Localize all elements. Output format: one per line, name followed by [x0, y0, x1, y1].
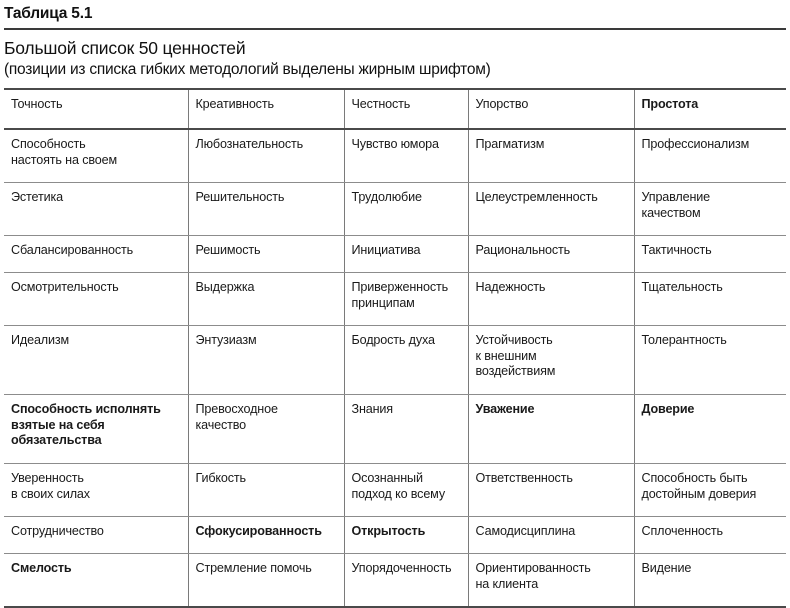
table-subtitle: (позиции из списка гибких методологий выделены жирным шрифтом) [4, 61, 491, 78]
cell-line: Способность [11, 137, 86, 151]
table-cell [4, 517, 188, 554]
table-cell [344, 395, 468, 464]
cell-line: Тактичность [641, 243, 712, 257]
cell-line: Сбалансированность [11, 243, 134, 257]
table-cell [344, 183, 468, 236]
cell-line: Открытость [351, 524, 426, 538]
cell-line: Простота [641, 97, 699, 111]
cell-line: Трудолюбие [351, 190, 422, 204]
values-table [4, 88, 786, 608]
table-cell [634, 273, 786, 326]
cell-line: качеством [641, 205, 701, 220]
table-cell [634, 517, 786, 554]
cell-line: Сплоченность [641, 524, 723, 538]
table-row [4, 183, 786, 236]
table-cell [4, 129, 188, 183]
table-cell [344, 517, 468, 554]
cell-line: Способность быть [641, 471, 748, 485]
table-header-cell [468, 89, 634, 129]
table-cell [4, 554, 188, 608]
table-cell [4, 464, 188, 517]
table-title-block [0, 30, 790, 80]
cell-line: настоять на своем [11, 152, 117, 167]
table-cell [468, 273, 634, 326]
table-cell [634, 183, 786, 236]
table-cell [634, 326, 786, 395]
cell-line: Идеализм [11, 333, 70, 347]
cell-line: Решительность [195, 190, 285, 204]
table-row [4, 517, 786, 554]
table-cell [4, 236, 188, 273]
cell-line: подход ко всему [351, 486, 445, 501]
cell-line: Смелость [11, 561, 72, 575]
table-cell [188, 273, 344, 326]
cell-line: Видение [641, 561, 692, 575]
table-cell [188, 554, 344, 608]
table-cell [634, 129, 786, 183]
table-row [4, 236, 786, 273]
cell-line: Приверженность [351, 280, 449, 294]
table-row [4, 464, 786, 517]
table-cell [344, 129, 468, 183]
table-cell [188, 464, 344, 517]
cell-line: Сфокусированность [195, 524, 322, 538]
table-header-row [4, 89, 786, 129]
cell-line: Целеустремленность [475, 190, 598, 204]
table-row [4, 273, 786, 326]
cell-line: к внешним [475, 348, 537, 363]
cell-line: Упорство [475, 97, 529, 111]
table-row [4, 554, 786, 608]
cell-line: Осознанный [351, 471, 423, 485]
cell-line: Знания [351, 402, 393, 416]
cell-line: Управление [641, 190, 711, 204]
cell-line: Инициатива [351, 243, 421, 257]
table-cell [634, 395, 786, 464]
cell-line: Любознательность [195, 137, 304, 151]
cell-line: Надежность [475, 280, 546, 294]
cell-line: Энтузиазм [195, 333, 257, 347]
cell-line: Креативность [195, 97, 274, 111]
cell-line: качество [195, 417, 246, 432]
table-cell [344, 273, 468, 326]
table-row [4, 395, 786, 464]
values-table-body [4, 89, 786, 607]
table-cell [468, 326, 634, 395]
cell-line: Ответственность [475, 471, 573, 485]
cell-line: Упорядоченность [351, 561, 452, 575]
table-row [4, 326, 786, 395]
cell-line: Честность [351, 97, 411, 111]
table-cell [344, 236, 468, 273]
cell-line: Ориентированность [475, 561, 591, 575]
cell-line: Стремление помочь [195, 561, 312, 575]
table-cell [188, 395, 344, 464]
table-row [4, 129, 786, 183]
table-cell [634, 236, 786, 273]
table-cell [188, 517, 344, 554]
cell-line: Сотрудничество [11, 524, 104, 538]
table-title: Большой список 50 ценностей [4, 38, 246, 58]
table-header-cell [634, 89, 786, 129]
table-cell [468, 183, 634, 236]
table-cell [188, 326, 344, 395]
cell-line: Эстетика [11, 190, 63, 204]
cell-line: Способность исполнять [11, 402, 161, 416]
cell-line: обязательства [11, 433, 102, 447]
table-cell [4, 183, 188, 236]
table-header-cell [4, 89, 188, 129]
cell-line: принципам [351, 295, 415, 310]
table-cell [4, 273, 188, 326]
cell-line: Уважение [475, 402, 535, 416]
table-cell [344, 464, 468, 517]
table-cell [634, 464, 786, 517]
cell-line: Рациональность [475, 243, 571, 257]
cell-line: Самодисциплина [475, 524, 576, 538]
cell-line: в своих силах [11, 486, 90, 501]
cell-line: Уверенность [11, 471, 84, 485]
table-cell [344, 554, 468, 608]
cell-line: воздействиям [475, 364, 556, 378]
table-cell [468, 517, 634, 554]
cell-line: на клиента [475, 576, 539, 591]
cell-line: Профессионализм [641, 137, 750, 151]
cell-line: Гибкость [195, 471, 246, 485]
cell-line: Выдержка [195, 280, 255, 294]
table-cell [188, 129, 344, 183]
table-caption-label: Таблица 5.1 [4, 5, 93, 22]
cell-line: Доверие [641, 402, 695, 416]
table-cell [468, 129, 634, 183]
table-cell [634, 554, 786, 608]
table-cell [468, 236, 634, 273]
cell-line: Решимость [195, 243, 261, 257]
cell-line: Толерантность [641, 333, 727, 347]
table-cell [468, 395, 634, 464]
cell-line: Точность [11, 97, 63, 111]
cell-line: взятые на себя [11, 417, 105, 432]
table-cell [4, 395, 188, 464]
cell-line: Тщательность [641, 280, 723, 294]
table-cell [188, 183, 344, 236]
cell-line: Бодрость духа [351, 333, 435, 347]
table-cell [188, 236, 344, 273]
table-cell [4, 326, 188, 395]
cell-line: Осмотрительность [11, 280, 119, 294]
cell-line: достойным доверия [641, 486, 757, 501]
table-cell [468, 464, 634, 517]
table-header-cell [344, 89, 468, 129]
table-cell [468, 554, 634, 608]
table-cell [344, 326, 468, 395]
table-header-cell [188, 89, 344, 129]
cell-line: Чувство юмора [351, 137, 439, 151]
cell-line: Превосходное [195, 402, 278, 416]
cell-line: Прагматизм [475, 137, 545, 151]
cell-line: Устойчивость [475, 333, 553, 347]
